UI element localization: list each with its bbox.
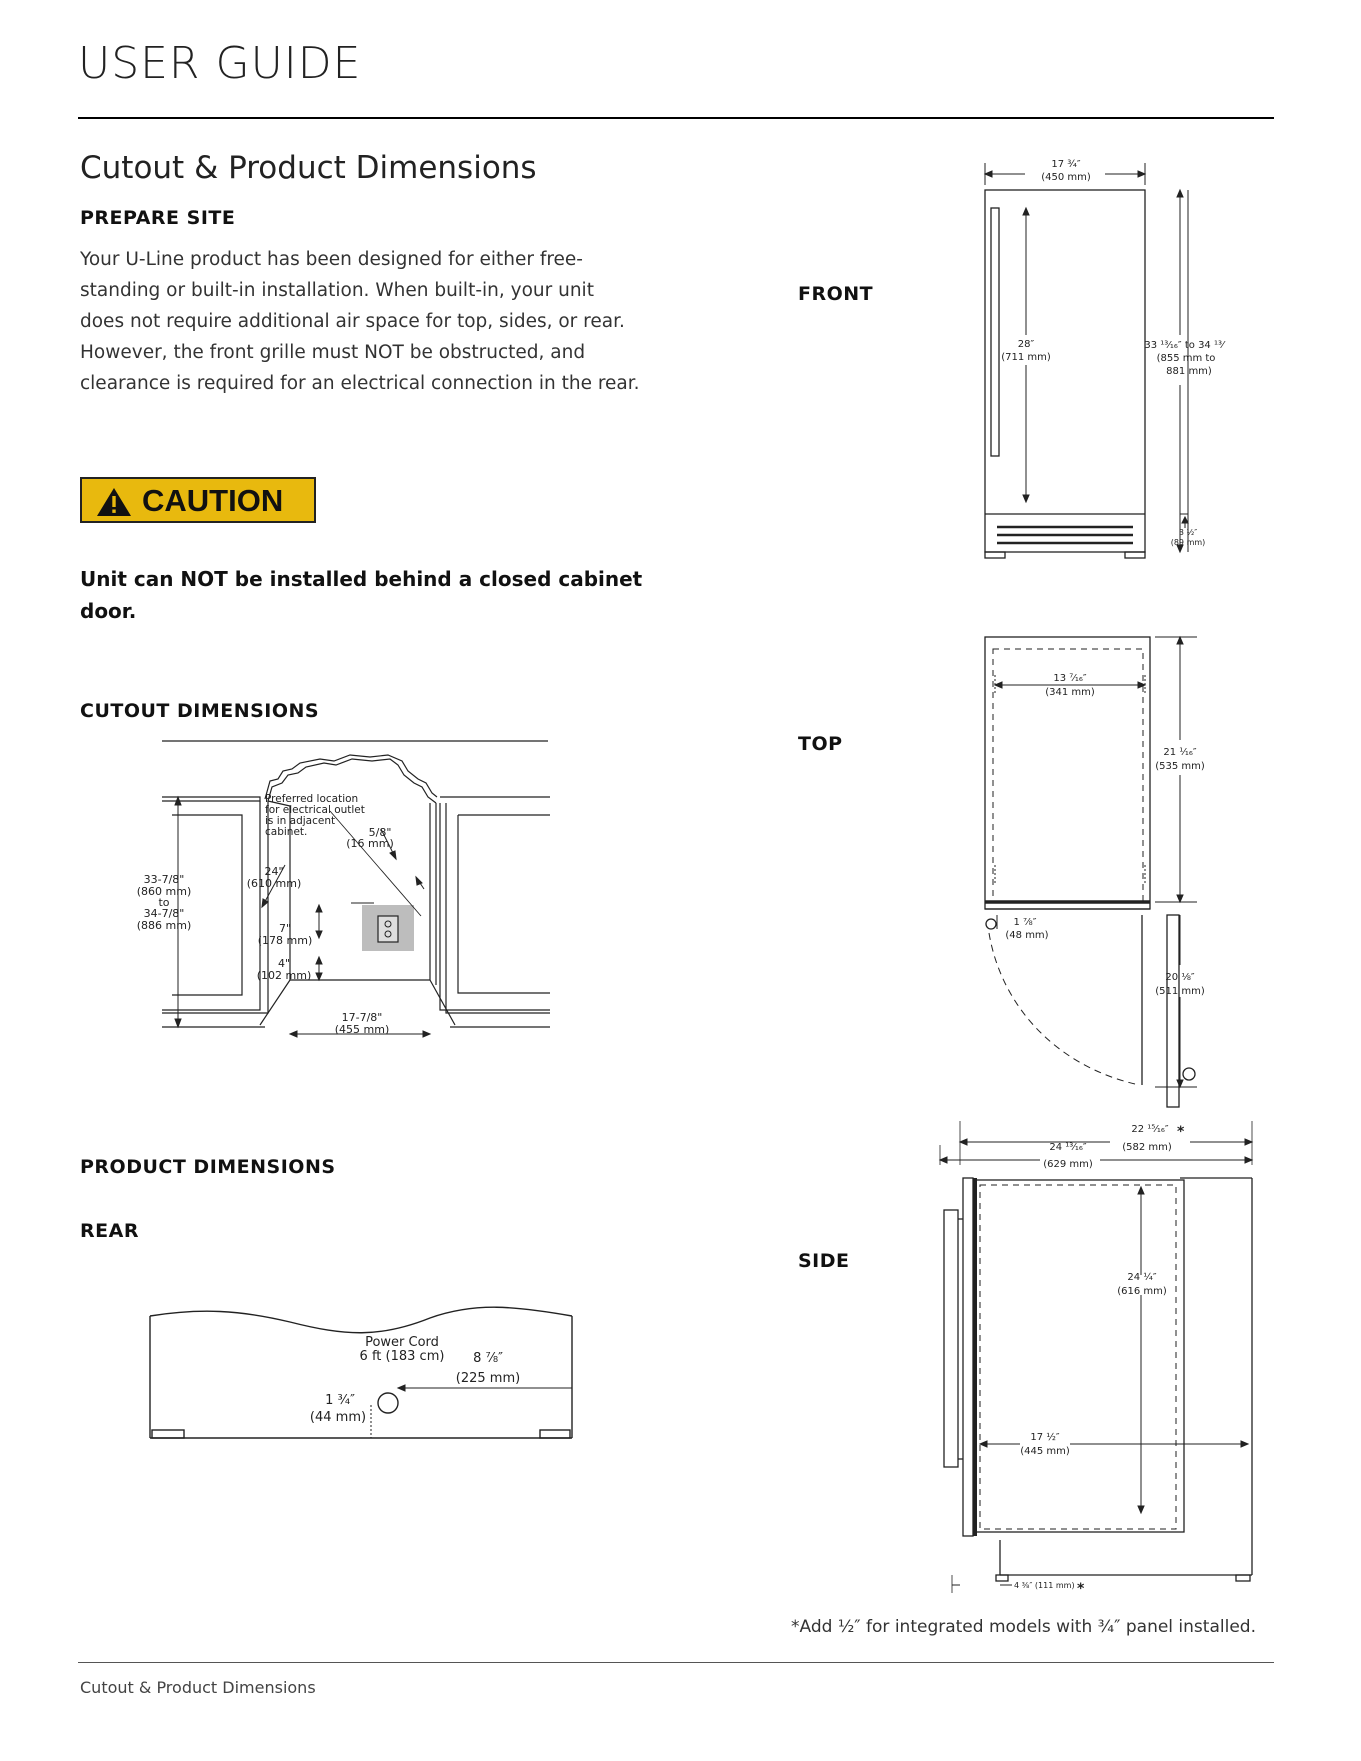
front-width-dim-mm: (450 mm) [1041,172,1091,183]
cutout-depth-dim: 24" [264,865,284,878]
cord-height-dim-mm: (44 mm) [309,1410,367,1425]
front-grille-dim: 3 ½″ [1178,528,1198,537]
side-view-diagram [930,1115,1260,1600]
front-handle-dim-mm: (711 mm) [1001,352,1051,363]
front-handle-dim: 28″ [1017,339,1035,350]
front-view-diagram [975,155,1224,565]
prepare-site-heading: PREPARE SITE [80,207,236,229]
cutout-width-dim: 17-7/8" [341,1011,383,1024]
cutout-height-dim: 33-7/8" [143,873,185,886]
side-bottom-dim: 4 ⅜″ (111 mm) [1014,1581,1075,1590]
setback-dim-mm: (16 mm) [346,837,394,850]
top-inner-width-dim: 13 ⁷⁄₁₆″ [1053,673,1087,684]
caution-warning-text: Unit can NOT be installed behind a closed cabinet door. [80,567,643,623]
cord-height-dim: 1 ¾″ [325,1393,355,1408]
caution-label: CAUTION [142,483,284,518]
header-rule [78,117,1274,119]
prepare-site-body: Your U-Line product has been designed for either free-standing or built-in installation. When built-in, your unit does not require additional air space for top, sides, or rear. However, the front grille must NOT be obstructed, and clearance is required for an electrical connection in the rear. [80,249,640,394]
footer-rule [78,1662,1274,1663]
rear-view-diagram [140,1300,580,1450]
rear-heading: REAR [80,1220,139,1242]
header-title: USER GUIDE [78,38,362,89]
side-depth-b-dim-mm: (629 mm) [1043,1159,1093,1170]
side-depth-a-dim: 22 ¹⁵⁄₁₆″ [1131,1124,1169,1135]
power-cord-label: Power Cord [365,1335,439,1350]
side-depth-b-dim: 24 ¹³⁄₁₆″ [1049,1142,1087,1153]
cutout-height-max-mm: (886 mm) [136,919,192,932]
cutout-height-to: to [158,896,170,909]
top-view-label: TOP [798,733,843,755]
outlet-base-dim-mm: (102 mm) [256,969,312,982]
front-width-dim: 17 ¾″ [1051,159,1081,170]
side-depth-asterisk: * [1177,1124,1185,1140]
footer-text: Cutout & Product Dimensions [80,1678,316,1697]
top-depth-dim: 21 ¹⁄₁₆″ [1163,747,1197,758]
top-hinge-dim: 1 ⅞″ [1013,917,1037,928]
top-door-swing-dim: 20 ⅛″ [1165,972,1195,983]
top-hinge-dim-mm: (48 mm) [1005,930,1049,941]
cutout-width-dim-mm: (455 mm) [334,1023,390,1036]
side-height-dim: 24 ¼″ [1127,1272,1157,1283]
warning-triangle-icon [96,487,132,517]
section-title: Cutout & Product Dimensions [80,150,537,186]
product-dimensions-heading: PRODUCT DIMENSIONS [80,1156,336,1178]
side-bottom-asterisk: * [1077,1581,1085,1597]
footnote: *Add ½″ for integrated models with ¾″ panel installed. [791,1617,1256,1637]
side-height-dim-mm: (616 mm) [1117,1286,1167,1297]
side-view-label: SIDE [798,1250,850,1272]
side-inner-depth-dim-mm: (445 mm) [1020,1446,1070,1457]
top-door-swing-dim-mm: (511 mm) [1155,986,1205,997]
outlet-note-line-4: cabinet. [265,826,308,838]
outlet-height-dim: 7" [278,922,292,935]
outlet-note-line-1: Preferred location [265,793,359,805]
front-height-dim: 33 ¹³⁄₁₆″ to 34 ¹³⁄ [1144,340,1224,351]
cord-side-dim: 8 ⅞″ [473,1351,503,1366]
front-height-dim-max: 881 mm) [1166,366,1212,377]
cutout-dimensions-heading: CUTOUT DIMENSIONS [80,700,320,722]
cutout-height-dim-mm: (860 mm) [136,885,192,898]
top-view-diagram [975,625,1215,1095]
cord-side-dim-mm: (225 mm) [455,1371,521,1386]
side-inner-depth-dim: 17 ½″ [1030,1432,1060,1443]
outlet-note-line-2: for electrical outlet [265,804,365,816]
front-view-label: FRONT [798,283,874,305]
caution-banner [80,477,316,523]
outlet-base-dim: 4" [277,957,291,970]
outlet-note-line-3: is in adjacent [265,815,336,827]
top-inner-width-dim-mm: (341 mm) [1045,687,1095,698]
cutout-depth-dim-mm: (610 mm) [246,877,302,890]
power-cord-length: 6 ft (183 cm) [359,1349,445,1364]
top-depth-dim-mm: (535 mm) [1155,761,1205,772]
front-grille-dim-mm: (89 mm) [1170,538,1206,547]
front-height-dim-mm: (855 mm to [1156,353,1216,364]
outlet-height-dim-mm: (178 mm) [257,934,313,947]
setback-dim: 5/8" [368,826,392,839]
side-depth-a-dim-mm: (582 mm) [1122,1142,1172,1153]
cutout-diagram [136,735,560,1050]
cutout-height-max: 34-7/8" [143,907,185,920]
